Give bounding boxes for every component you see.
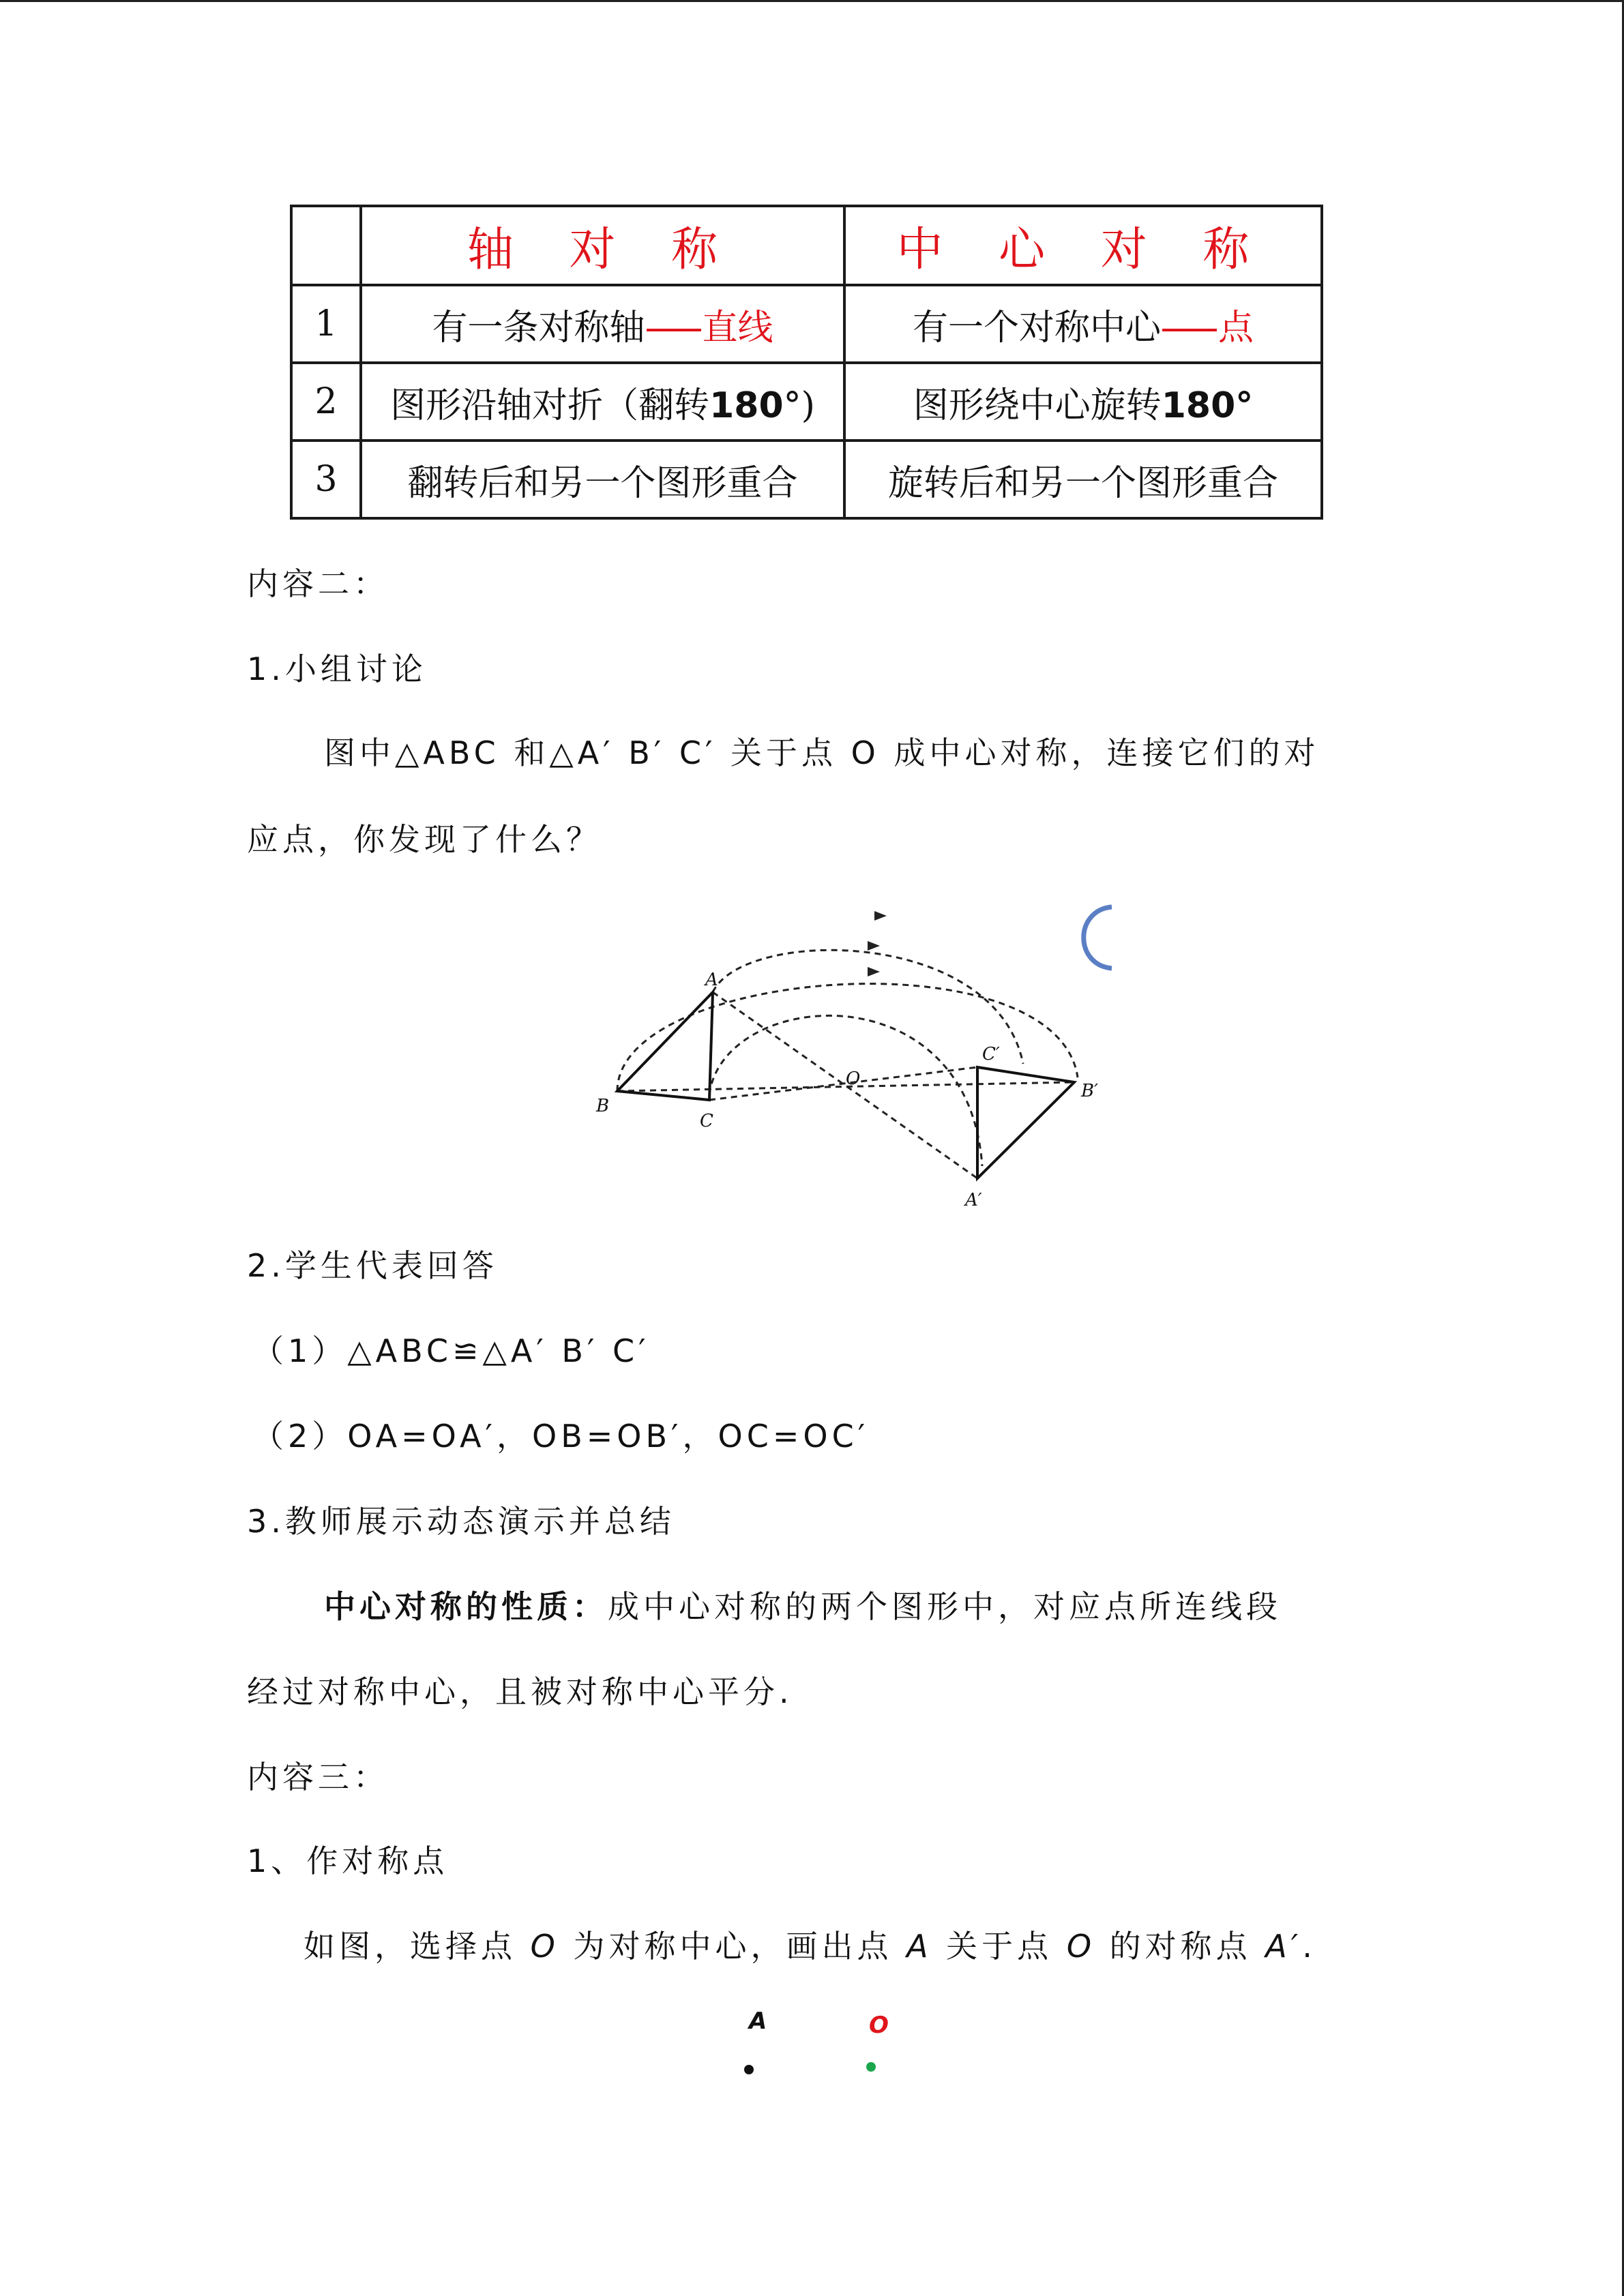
label-c: C: [700, 1111, 713, 1131]
answer-1: （1）△ABC≌△A′ B′ C′: [252, 1332, 650, 1369]
table-header-row: [291, 206, 1322, 285]
header-central-symmetry: 中 心 对 称: [844, 206, 1322, 285]
label-b-prime: B′: [1081, 1081, 1099, 1101]
triangle-abc: [617, 992, 713, 1100]
property-line-1: [324, 1582, 1282, 1627]
section-heading-content2: 内容二：: [247, 565, 389, 602]
decorative-arc: [1071, 900, 1119, 975]
item-student-answer: 2.学生代表回答: [247, 1247, 498, 1284]
property-line-2: 经过对称中心，且被对称中心平分.: [247, 1673, 793, 1710]
arrow-head: [874, 911, 887, 921]
comparison-table: [290, 205, 1323, 520]
point-o-dot: [866, 2062, 876, 2072]
page-top-border: [0, 0, 1624, 2]
row-number: 2: [291, 363, 361, 441]
point-a-label: A: [749, 2008, 767, 2035]
arrow-head: [868, 967, 880, 976]
point-figure: [723, 2001, 928, 2083]
point-o-label: O: [869, 2012, 889, 2039]
row-cell-right: 图形绕中心旋转180°: [844, 363, 1322, 441]
question-line-2: 应点，你发现了什么？: [247, 821, 602, 858]
red-dash: [647, 329, 701, 331]
table-row: [291, 363, 1322, 441]
segment-cc2: [709, 1067, 977, 1100]
header-axis-symmetry: 轴 对 称: [361, 206, 844, 285]
table-row: [291, 441, 1322, 518]
label-o: O: [846, 1069, 861, 1089]
row-cell-left: 图形沿轴对折（翻转180°): [361, 363, 844, 441]
instruction-line: 如图，选择点 O 为对称中心，画出点 A 关于点 O 的对称点 A′.: [304, 1928, 1316, 1965]
point-a-dot: [744, 2065, 754, 2074]
row-number: 1: [291, 285, 361, 363]
item-draw-symmetric-point: 1、作对称点: [247, 1843, 449, 1879]
item-teacher-summary: 3.教师展示动态演示并总结: [247, 1503, 675, 1540]
row-cell-right: 旋转后和另一个图形重合: [844, 441, 1322, 518]
row-cell-left: 翻转后和另一个图形重合: [361, 441, 844, 518]
red-dash: [1162, 329, 1217, 331]
question-line-1: 图中△ABC 和△A′ B′ C′ 关于点 O 成中心对称，连接它们的对: [324, 734, 1320, 771]
label-a-prime: A′: [965, 1190, 982, 1210]
table-row: [291, 285, 1322, 363]
property-text: 成中心对称的两个图形中，对应点所连线段: [608, 1588, 1282, 1625]
item-group-discussion: 1.小组讨论: [247, 651, 427, 687]
table-corner-cell: [291, 206, 361, 285]
arrow-head: [868, 941, 880, 951]
row-cell-left: 有一条对称轴 直线: [361, 285, 844, 363]
row-number: 3: [291, 441, 361, 518]
rotation-arc-inner: [709, 1015, 982, 1166]
central-symmetry-figure: [587, 893, 1132, 1214]
row-cell-right: 有一个对称中心 点: [844, 285, 1322, 363]
label-b: B: [596, 1096, 610, 1116]
label-c-prime: C′: [982, 1044, 1000, 1064]
answer-2: （2）OA=OA′，OB=OB′，OC=OC′: [252, 1418, 870, 1455]
property-label: 中心对称的性质：: [324, 1588, 608, 1625]
label-a: A: [705, 970, 718, 990]
section-heading-content3: 内容三：: [247, 1759, 389, 1795]
